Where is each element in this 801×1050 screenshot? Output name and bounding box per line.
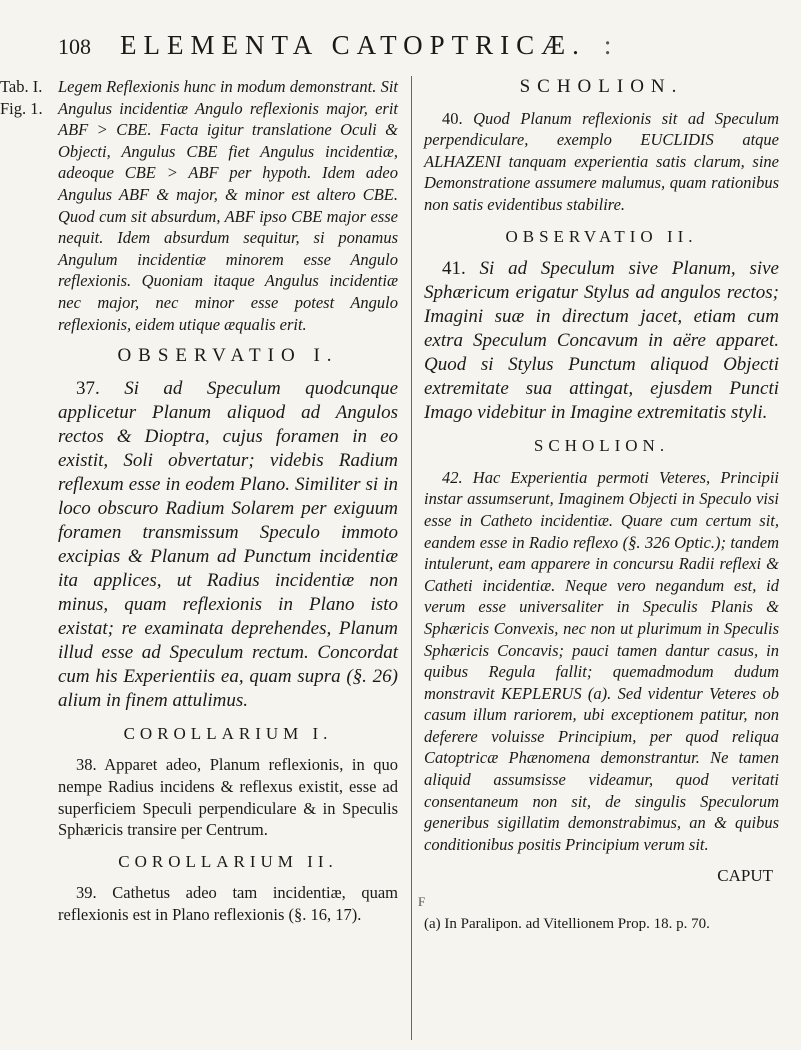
right-column <box>418 76 779 935</box>
intro-lead: Legem Reflexionis hunc in modum demonstrant. <box>58 77 377 96</box>
corollarium-2-heading: COROLLARIUM II. <box>118 851 338 871</box>
margin-tab-label: Tab. I. <box>0 77 43 96</box>
corollarium-1-heading: COROLLARIUM I. <box>123 723 333 743</box>
corollarium-1-text: 38. Apparet adeo, Planum reflexionis, in quo nempe Radius incidens & reflexus existit, esse ad superficiem Speculi perpendiculare & in Speculis Sphæricis transire per Centrum. <box>58 755 398 840</box>
running-title <box>120 30 613 61</box>
column-divider <box>411 76 412 1040</box>
observatio-2-heading: OBSERVATIO II. <box>505 226 698 246</box>
signature-mark: F <box>418 894 426 910</box>
observatio-1-number: 37. <box>76 377 100 399</box>
running-title-text: ELEMENTA CATOPTRICÆ. <box>120 30 586 60</box>
observatio-1-text <box>58 377 398 713</box>
observatio-2-body: Si ad Speculum sive Planum, sive Sphæricum erigatur Stylus ad angulos rectos; Imagini suæ in directum jacet, etiam cum extra Speculum Concavum in aëre apparet. Quod si Stylus Punctum aliquod Objecti extremitate sua attingat, ejusdem Puncti Imago videbitur in Imagine extremitatis styli. <box>424 258 779 424</box>
left-column <box>0 76 398 925</box>
running-header <box>58 30 758 64</box>
observatio-2-text <box>424 257 779 425</box>
intro-text: Sit Angulus incidentiæ Angulo reflexionis major, erit ABF > CBE. Facta igitur translatione Oculi & Objecti, Angulus CBE fiet Angulus incidentiæ, adeoque CBE > ABF per hypoth. Idem adeo Angulus ABF & major, & minor est altero CBE. Quod cum sit absurdum, ABF ipso CBE major esse nequit. Idem absurdum sequitur, si ponamus Angulum incidentiæ minorem esse Angulo reflexionis. Quoniam itaque Angulus incidentiæ nec major, nec minor esse potest Angulo reflexionis, eidem utique æqualis erit. <box>58 77 398 334</box>
scholion-1-body: Quod Planum reflexionis sit ad Speculum perpendiculare, exemplo EUCLIDIS atque ALHAZENI tanquam experientia satis clarum, sine Demonstratione assumere malumus, quam rationibus non satis evidentibus stabilire. <box>424 108 779 214</box>
corollarium-2-text: 39. Cathetus adeo tam incidentiæ, quam reflexionis est in Plano reflexionis (§. 16, 17). <box>58 883 398 924</box>
observatio-2-number: 41. <box>442 258 466 280</box>
page-number: 108 <box>58 34 91 59</box>
scholion-1-heading: SCHOLION. <box>519 76 684 97</box>
scholion-2-text: 42. Hac Experientia permoti Veteres, Principii instar assumserunt, Imaginem Objecti in Speculo visi esse in Catheto incidentiæ. Quare cum certum sit, eandem esse in Radio reflexo (§. 326 Optic.); tandem intulerunt, eam apparere in concursu Radii reflexi & Catheti incidentiæ. Neque vero negandum est, id verum esse universaliter in Speculis Planis & Sphæricis Convexis, nec non ut plurimum in Speculis Sphæricis Concavis; pauci tamen dantur casus, in quibus Regula fallit; quemadmodum dudum monstravit KEPLERUS (a). Sed videntur Veteres ob casum illum rariorem, ubi exceptionem patitur, non deferere voluisse Principium, per quod reliqua Catoptricæ Phænomena demonstrantur. Ne tamen aliquid assumsisse videamur, quod veritati consentaneum non sit, de singulis Speculorum generibus sigillatim demonstrabimus, an & quibus conditionibus positis Principium verum sit. <box>424 467 779 854</box>
catchword: CAPUT <box>717 866 773 886</box>
margin-fig-label: Fig. 1. <box>0 98 43 118</box>
scholion-1-number: 40. <box>442 108 463 128</box>
running-title-mark: : <box>603 30 614 60</box>
scholion-1-text <box>424 108 779 216</box>
footnote <box>418 891 779 935</box>
intro-paragraph <box>58 76 398 335</box>
observatio-1-body: Si ad Speculum quodcunque applicetur Planum aliquod ad Angulos rectos & Dioptra, cujus foramen in eo existit, Soli obvertatur; videbis Radium reflexum esse in eodem Plano. Similiter si in loco obscuro Radium Solarem per exiguum foramen transmissum Speculo immoto excipias & Planum ad Punctum incidentiæ ita applices, ut Radius incidentiæ non minus, quam reflexionis in Plano isto existat; re examinata deprehendes, Planum illud esse ad Speculum rectum. Concordat cum his Experientiis ea, quam supra (§. 26) alium in finem attulimus. <box>58 377 398 711</box>
scholion-2-heading: SCHOLION. <box>533 436 670 456</box>
footnote-text: (a) In Paralipon. ad Vitellionem Prop. 18. p. 70. <box>424 915 710 932</box>
observatio-1-heading: OBSERVATIO I. <box>117 345 339 367</box>
